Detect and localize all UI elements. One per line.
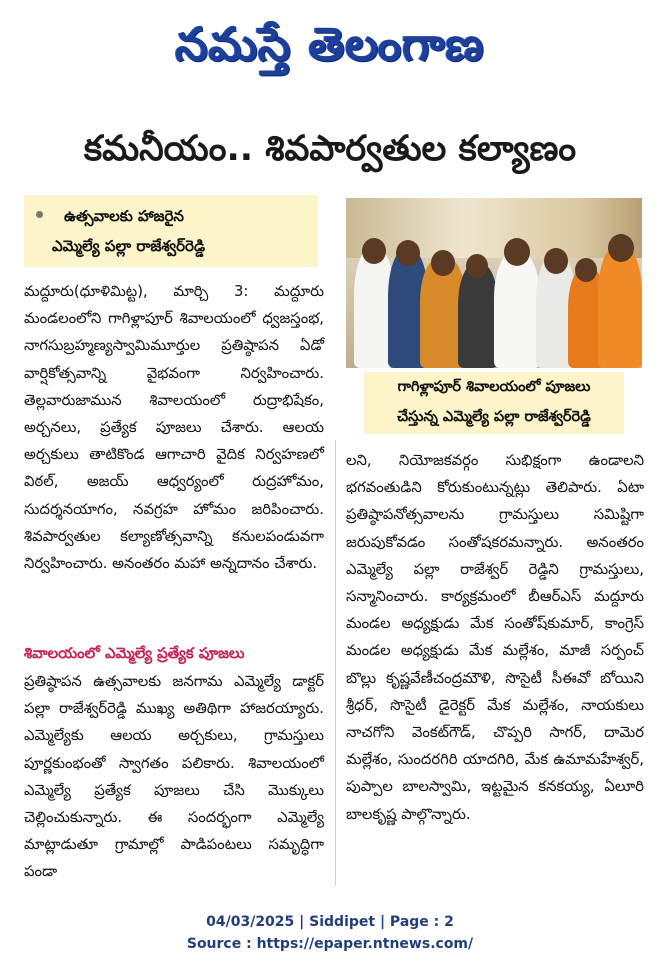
column-divider bbox=[335, 440, 336, 886]
footer-date-line: 04/03/2025 | Siddipet | Page : 2 bbox=[206, 914, 454, 930]
photo-person bbox=[494, 252, 540, 368]
highlight-line-1: ఉత్సవాలకు హాజరైన bbox=[64, 207, 184, 225]
photo-person-head bbox=[466, 254, 488, 278]
article-paragraph: ప్రతిష్ఠాపన ఉత్సవాలకు జనగామ ఎమ్మెల్యే డాక్టర్ పల్లా రాజేశ్వర్‌రెడ్డి ముఖ్య అతిథిగా హాజరయ్యారు. ఎమ్మెల్యేకు ఆలయ అర్చకులు, గ్రామస్తులు పూర్ణకుంభంతో స్వాగతం పలికారు. శివాలయంలో ఎమ్మెల్యే ప్రత్యేక పూజలు చేసి మొక్కులు చెల్లించుకున్నారు. ఈ సందర్భంగా ఎమ్మెల్యే మాట్లాడుతూ గ్రామాల్లో పాడిపంటలు సమృద్ధిగా పండా bbox=[24, 673, 324, 881]
bullet-icon bbox=[36, 211, 43, 218]
article-paragraph: మద్దూరు(ధూళిమిట్ట), మార్చి 3: మద్దూరు మండలంలోని గాగిళ్లాపూర్ శివాలయంలో ధ్వజస్తంభ, నాగసుబ్రహ్మణ్యస్వామిమూర్తుల ప్రతిష్ఠాపన ఏడో వార్షికోత్సవాన్ని వైభవంగా నిర్వహించారు. తెల్లవారుజామున శివాలయంలో రుద్రాభిషేకం, అర్చనలు, ప్రత్యేక పూజలు చేశారు. ఆలయ అర్చకులు తాటికొండ ఆగాచారి వైదిక నిర్వహణలో విఠల్, అజయ్ ఆధ్వర్యంలో రుద్రహోమం, సుదర్శనయాగం, నవగ్రహ హోమం జరిపించారు. శివపార్వతుల కల్యాణోత్సవాన్ని కనులపండువగా నిర్వహించారు. అనంతరం మహా అన్నదానం చేశారు. bbox=[24, 283, 324, 573]
photo-person-head bbox=[575, 258, 597, 282]
photo-caption bbox=[364, 372, 624, 434]
article-right-column bbox=[346, 447, 644, 828]
article-left-column-2 bbox=[24, 668, 324, 886]
article-paragraph: లని, నియోజకవర్గం సుభిక్షంగా ఉండాలని భగవంతుడిని కోరుకుంటున్నట్లు తెలిపారు. ఏటా ప్రతిష్ఠాపనోత్సవాలను గ్రామస్తులు సమిష్టిగా జరుపుకోవడం సంతోషకరమన్నారు. అనంతరం ఎమ్మెల్యే పల్లా రాజేశ్వర్ రెడ్డిని గ్రామస్తులు, సన్మానించారు. కార్యక్రమంలో బీఆర్ఎస్ మద్దూరు మండల అధ్యక్షుడు మేక సంతోష్‌కుమార్, కాంగ్రెస్ మండల అధ్యక్షుడు మేక మల్లేశం, మాజీ సర్పంచ్ బొల్లు కృష్ణవేణీచంద్రమౌళి, సొసైటీ సీఈవో బోయిని శ్రీధర్, సొసైటీ డైరెక్టర్ మేక మల్లేశం, నాయకులు నాచగోని వెంకట్‌గౌడ్, చొప్పరి సాగర్, దామెర మల్లేశం, సుందరగిరి యాదగిరి, మేక ఉమామహేశ్వర్, పుప్పాల బాలస్వామి, ఇట్టమైన కనకయ్య, ఏలూరి బాలకృష్ణ పాల్గొన్నారు. bbox=[346, 452, 644, 823]
highlight-line-2: ఎమ్మెల్యే పల్లా రాజేశ్వర్‌రెడ్డి bbox=[52, 237, 206, 255]
photo-person-head bbox=[396, 240, 420, 266]
photo-person-head bbox=[608, 234, 634, 262]
headline: కమనీయం.. శివపార్వతుల కల్యాణం bbox=[83, 129, 577, 169]
photo-person-head bbox=[362, 238, 386, 264]
footer-source-link[interactable]: Source : https://epaper.ntnews.com/ bbox=[186, 936, 474, 952]
photo-caption-line-1: గాగిళ్లాపూర్ శివాలయంలో పూజలు bbox=[397, 379, 591, 395]
photo-background bbox=[346, 198, 642, 258]
masthead-logo: నమస్తే తెలంగాణ bbox=[175, 17, 485, 71]
photo-person-head bbox=[431, 250, 455, 276]
photo-person bbox=[458, 264, 498, 368]
news-photo bbox=[346, 198, 642, 368]
article-left-column-1 bbox=[24, 278, 324, 577]
section-subheading: శివాలయంలో ఎమ్మెల్యే ప్రత్యేక పూజలు bbox=[24, 645, 245, 662]
photo-caption-line-2: చేస్తున్న ఎమ్మెల్యే పల్లా రాజేశ్వర్‌రెడ్డి bbox=[397, 409, 591, 425]
photo-person-head bbox=[504, 238, 530, 266]
highlight-box bbox=[24, 195, 318, 267]
photo-person-head bbox=[544, 248, 568, 274]
photo-person bbox=[598, 246, 642, 368]
